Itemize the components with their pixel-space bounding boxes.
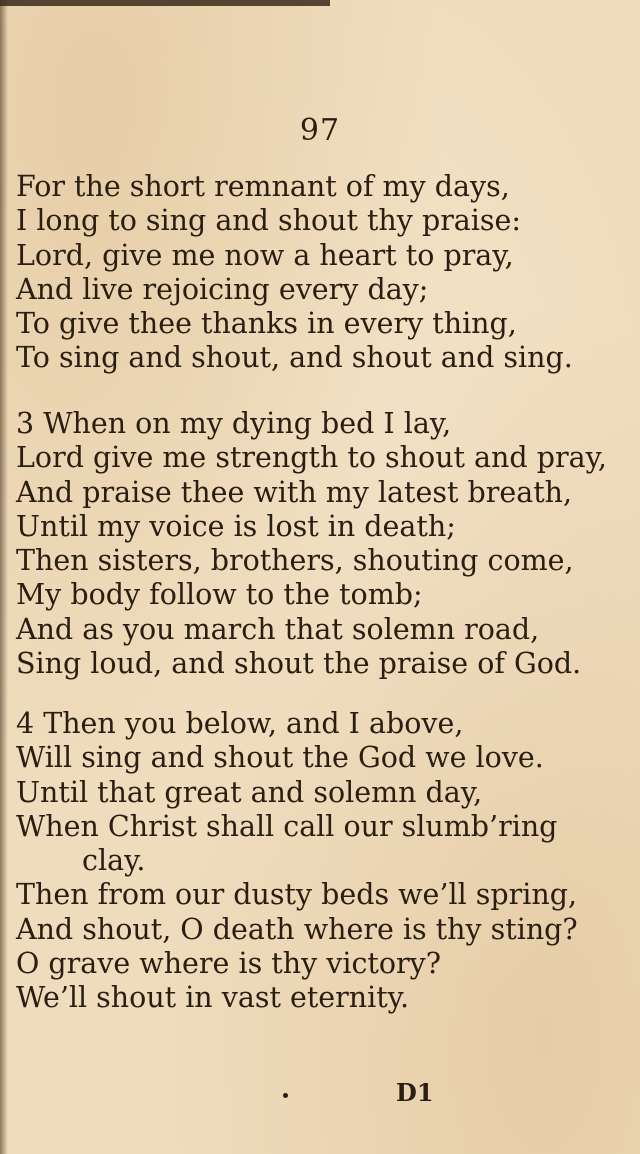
verse-line: Lord give me strength to shout and pray, bbox=[16, 441, 607, 475]
ink-dot bbox=[283, 1093, 288, 1098]
verse-line: And shout, O death where is thy sting? bbox=[16, 912, 578, 946]
page-number: 97 bbox=[299, 113, 341, 148]
verse-line: Until my voice is lost in death; bbox=[16, 509, 456, 543]
verse-line: 4 Then you below, and I above, bbox=[16, 707, 464, 740]
stanza-1 bbox=[16, 170, 626, 376]
verse-line: When Christ shall call our slumb’ring bbox=[16, 809, 558, 843]
stanza-3 bbox=[16, 407, 626, 681]
page-binding-shadow bbox=[0, 0, 8, 1154]
verse-line: Until that great and solemn day, bbox=[16, 775, 483, 809]
verse-line: 3 When on my dying bed I lay, bbox=[16, 407, 452, 440]
verse-line: My body follow to the tomb; bbox=[16, 578, 423, 612]
verse-line: Lord, give me now a heart to pray, bbox=[16, 238, 514, 272]
verse-line: To sing and shout, and shout and sing. bbox=[16, 341, 573, 375]
verse-line: O grave where is thy victory? bbox=[16, 947, 442, 981]
verse-line: I long to sing and shout thy praise: bbox=[16, 204, 522, 238]
verse-line: And live rejoicing every day; bbox=[16, 272, 429, 306]
stanza-4 bbox=[16, 707, 626, 1016]
signature-mark: D1 bbox=[396, 1078, 434, 1107]
verse-line: Then from our dusty beds we’ll spring, bbox=[16, 878, 578, 912]
verse-line: We’ll shout in vast eternity. bbox=[16, 981, 410, 1015]
verse-line: For the short remnant of my days, bbox=[16, 170, 510, 203]
verse-line: And praise thee with my latest breath, bbox=[16, 475, 573, 509]
verse-line: To give thee thanks in every thing, bbox=[16, 307, 517, 341]
verse-line: Then sisters, brothers, shouting come, bbox=[16, 544, 574, 578]
verse-line: Sing loud, and shout the praise of God. bbox=[16, 647, 582, 681]
page-top-edge bbox=[0, 0, 330, 6]
verse-line-continuation: clay. bbox=[82, 844, 146, 878]
verse-line: And as you march that solemn road, bbox=[16, 612, 540, 646]
verse-line: Will sing and shout the God we love. bbox=[16, 741, 544, 775]
